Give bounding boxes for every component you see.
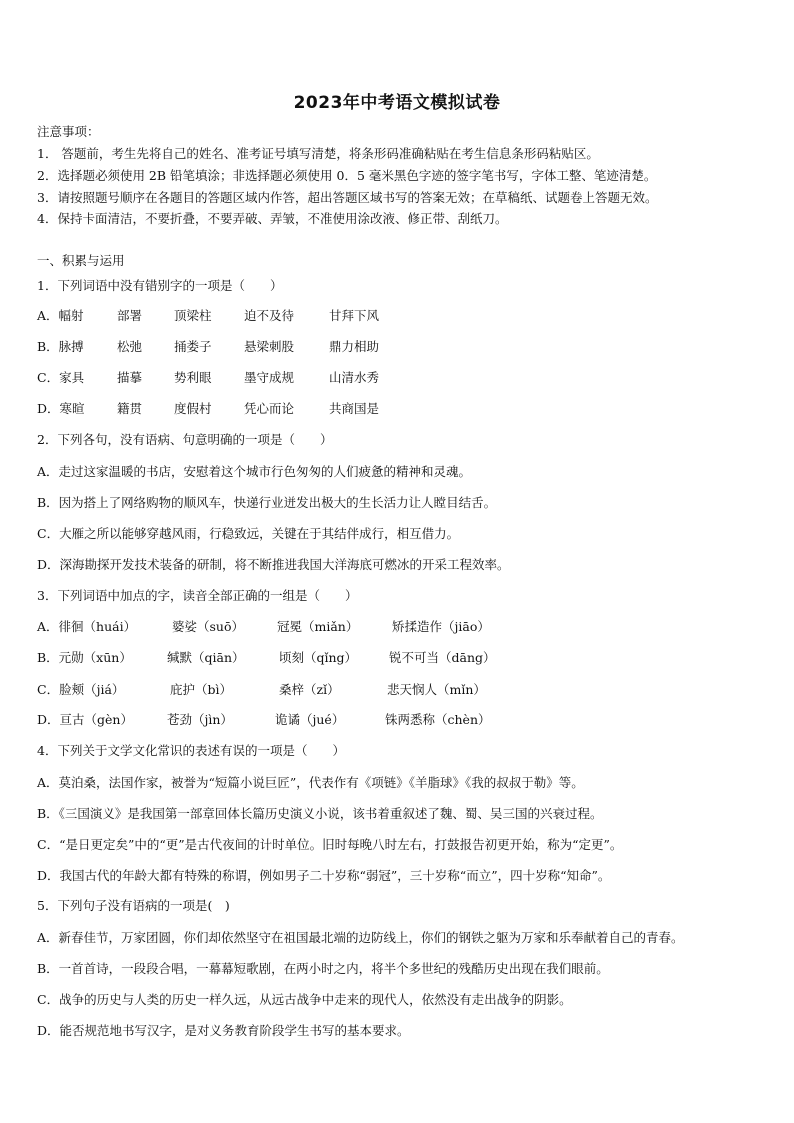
q4-option-a: A．莫泊桑，法国作家，被誉为“短篇小说巨匠”，代表作有《项链》《羊脂球》《我的叔叔于勒》等。 <box>37 775 584 790</box>
q4-option-c: C．“是日更定矣”中的“更”是古代夜间的计时单位。旧时每晚八时左右，打鼓报告初更开始，称为“定更”。 <box>37 837 623 852</box>
q5-option-d: D．能否规范地书写汉字，是对义务教育阶段学生书写的基本要求。 <box>37 1023 410 1038</box>
q4-option-d: D．我国古代的年龄大都有特殊的称谓，例如男子二十岁称“弱冠”，三十岁称“而立”，四十岁称“知命”。 <box>37 868 611 883</box>
question-4-stem: 4．下列关于文学文化常识的表述有误的一项是（ ） <box>37 743 345 758</box>
option-word: 顷刻（qǐng） <box>279 650 358 665</box>
question-5-stem: 5．下列句子没有语病的一项是( ) <box>37 898 230 913</box>
option-word: 松弛 <box>117 339 143 354</box>
section-heading: 一、积累与运用 <box>37 253 125 268</box>
option-word: 度假村 <box>174 401 212 416</box>
notice-item: 1． 答题前，考生先将自己的姓名、准考证号填写清楚，将条形码准确粘贴在考生信息条形码粘贴区。 <box>37 146 599 161</box>
option-word: 悬梁刺股 <box>244 339 295 354</box>
question-1-stem: 1．下列词语中没有错别字的一项是（ ） <box>37 278 283 293</box>
option-word: B．脉搏 <box>37 339 84 354</box>
option-word: 铢两悉称（chèn） <box>385 712 491 727</box>
option-word: 部署 <box>117 308 143 323</box>
option-word: 势利眼 <box>174 370 212 385</box>
option-word: 桑梓（zǐ） <box>279 682 340 697</box>
question-3-stem: 3．下列词语中加点的字，读音全部正确的一组是（ ） <box>37 588 358 603</box>
option-word: 描摹 <box>117 370 143 385</box>
q2-option-c: C．大雁之所以能够穿越风雨，行稳致远，关键在于其结伴成行，相互借力。 <box>37 526 460 541</box>
q2-option-b: B．因为搭上了网络购物的顺风车，快递行业迸发出极大的生长活力让人瞠目结舌。 <box>37 495 497 510</box>
exam-title: 2023年中考语文模拟试卷 <box>293 93 501 113</box>
option-word: 苍劲（jìn） <box>167 712 233 727</box>
option-word: 悲天悯人（mǐn） <box>387 682 486 697</box>
option-word: 迫不及待 <box>244 308 295 323</box>
question-2-stem: 2．下列各句，没有语病、句意明确的一项是（ ） <box>37 432 333 447</box>
notice-heading: 注意事项： <box>37 124 100 139</box>
option-word: D．亘古（gèn） <box>37 712 133 727</box>
q5-option-c: C．战争的历史与人类的历史一样久远，从远古战争中走来的现代人，依然没有走出战争的阴影。 <box>37 992 572 1007</box>
option-word: 捅娄子 <box>174 339 212 354</box>
option-word: 凭心而论 <box>244 401 295 416</box>
option-word: 诡谲（jué） <box>275 712 345 727</box>
q4-option-b: B．《三国演义》是我国第一部章回体长篇历史演义小说，该书着重叙述了魏、蜀、吴三国的兴衰过程。 <box>37 806 603 821</box>
option-word: 籍贯 <box>117 401 143 416</box>
q2-option-d: D．深海勘探开发技术装备的研制，将不断推进我国大洋海底可燃冰的开采工程效率。 <box>37 557 510 572</box>
option-word: 甘拜下风 <box>329 308 380 323</box>
option-word: C．家具 <box>37 370 85 385</box>
option-word: 共商国是 <box>329 401 380 416</box>
option-word: 墨守成规 <box>244 370 295 385</box>
option-word: 顶梁柱 <box>174 308 212 323</box>
notice-item: 3．请按照题号顺序在各题目的答题区域内作答，超出答题区域书写的答案无效；在草稿纸、试题卷上答题无效。 <box>37 190 658 205</box>
q5-option-a: A．新春佳节，万家团圆，你们却依然坚守在祖国最北端的边防线上，你们的钢铁之躯为万家和乐奉献着自己的青春。 <box>37 930 684 945</box>
option-word: 锐不可当（dāng） <box>389 650 496 665</box>
notice-item: 4．保持卡面清洁，不要折叠，不要弄破、弄皱，不准使用涂改液、修正带、刮纸刀。 <box>37 211 508 226</box>
option-word: D．寒暄 <box>37 401 85 416</box>
option-word: 山清水秀 <box>329 370 380 385</box>
option-word: 矫揉造作（jiāo） <box>392 619 490 634</box>
q5-option-b: B．一首首诗，一段段合唱，一幕幕短歌剧，在两小时之内，将半个多世纪的残酷历史出现在我们眼前。 <box>37 961 609 976</box>
notice-item: 2．选择题必须使用 2B 铅笔填涂；非选择题必须使用 0．5 毫米黑色字迹的签字笔书写，字体工整、笔迹清楚。 <box>37 168 657 183</box>
option-word: A．徘徊（huái） <box>37 619 137 634</box>
option-word: 鼎力相助 <box>329 339 380 354</box>
option-word: A．幅射 <box>37 308 84 323</box>
option-word: B．元勋（xūn） <box>37 650 132 665</box>
option-word: 缄默（qiān） <box>167 650 245 665</box>
option-word: 庇护（bì） <box>170 682 232 697</box>
option-word: C．脸颊（jiá） <box>37 682 125 697</box>
option-word: 冠冕（miǎn） <box>277 619 359 634</box>
option-word: 婆娑（suō） <box>172 619 244 634</box>
q2-option-a: A．走过这家温暖的书店，安慰着这个城市行色匆匆的人们疲惫的精神和灵魂。 <box>37 464 472 479</box>
